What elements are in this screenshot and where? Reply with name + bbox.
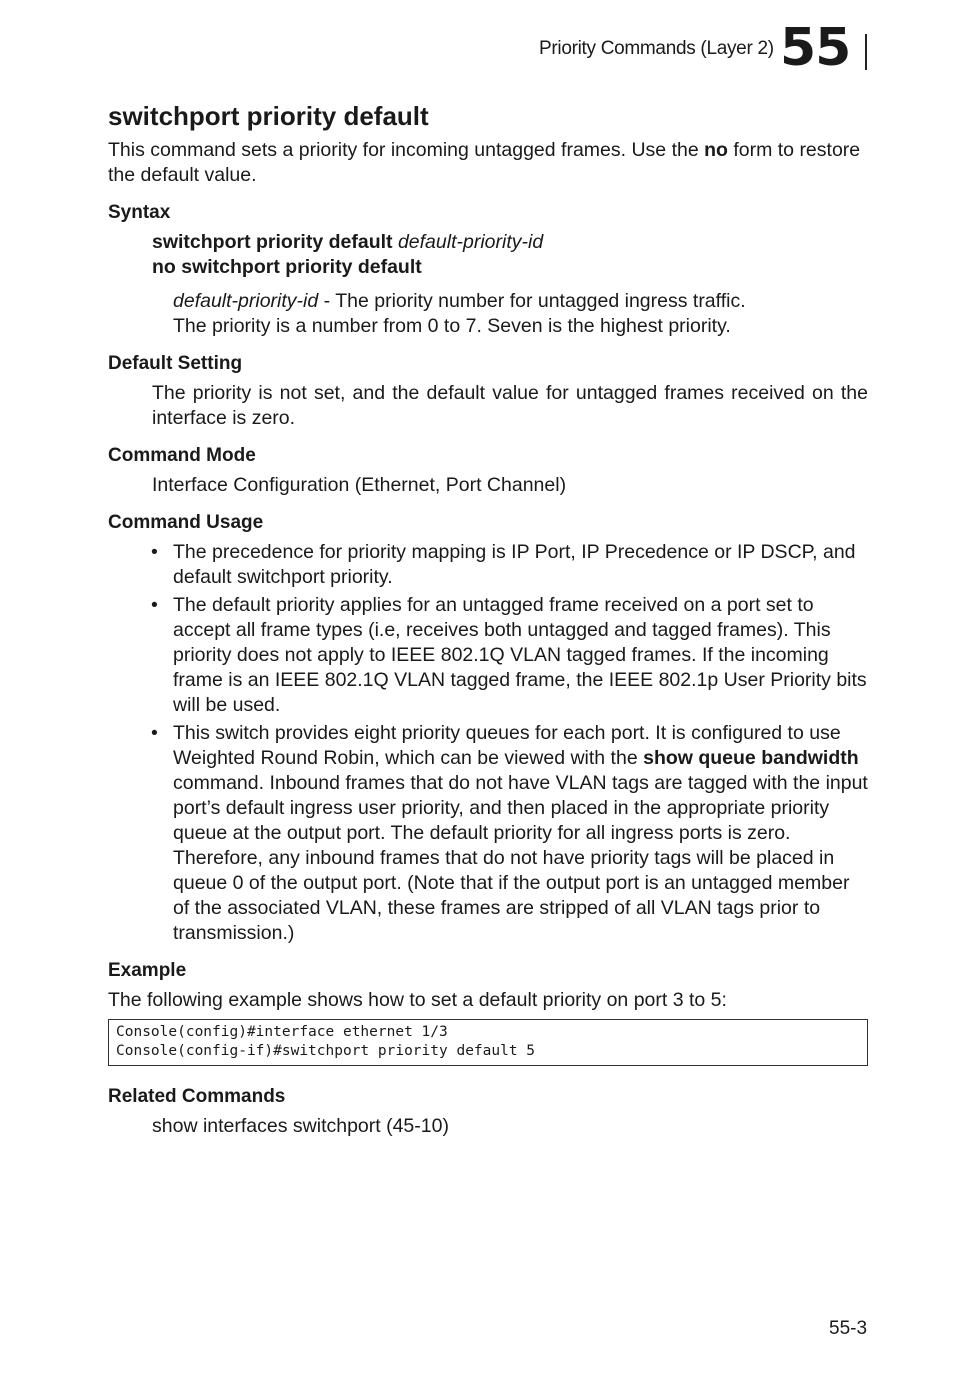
intro-paragraph: This command sets a priority for incoming untagged frames. Use the no form to restore the default value. [108, 139, 861, 186]
syntax-line-2: no switchport priority default [152, 256, 422, 278]
related-commands-text: show interfaces switchport (45-10) [152, 1115, 449, 1137]
code-line: Console(config)#interface ethernet 1/3 [116, 1024, 448, 1040]
running-header-title: Priority Commands (Layer 2) [539, 38, 774, 59]
chapter-number: 55 [780, 18, 851, 78]
default-setting-text: The priority is not set, and the default value for untagged frames received on the interface is zero. [152, 382, 868, 429]
command-mode-text: Interface Configuration (Ethernet, Port Channel) [152, 474, 567, 496]
command-mode-heading: Command Mode [108, 445, 256, 466]
code-example [108, 1019, 868, 1066]
list-item: • This switch provides eight priority queues for each port. It is configured to use Weighted Round Robin, which can be viewed with the show queue bandwidth command. Inbound frames that do not have VLAN tags are tagged with the input port’s default ingress user priority, and then placed in the appropriate priority queue at the output port. The default priority for all ingress ports is zero. Therefore, any inbound frames that do not have priority tags will be placed in queue 0 of the output port. (Note that if the output port is an untagged member of the associated VLAN, these frames are stripped of all VLAN tags prior to transmission.) [173, 721, 868, 946]
page-title: switchport priority default [108, 101, 429, 131]
syntax-line-1: switchport priority default default-priority-id [152, 231, 544, 253]
list-item: • The precedence for priority mapping is IP Port, IP Precedence or IP DSCP, and default switchport priority. [173, 540, 868, 590]
syntax-parameter: default-priority-id - The priority number for untagged ingress traffic. The priority is a number from 0 to 7. Seven is the highest priority. [173, 290, 746, 337]
command-usage-list [108, 540, 868, 946]
example-heading: Example [108, 960, 187, 981]
related-commands-heading: Related Commands [108, 1086, 286, 1107]
page-number: 55-3 [829, 1318, 868, 1339]
syntax-heading: Syntax [108, 202, 171, 223]
default-setting-heading: Default Setting [108, 353, 243, 374]
example-text: The following example shows how to set a default priority on port 3 to 5: [108, 989, 727, 1011]
command-usage-heading: Command Usage [108, 512, 264, 533]
list-item: • The default priority applies for an untagged frame received on a port set to accept all frame types (i.e, receives both untagged and tagged frames). This priority does not apply to IEEE 802.1Q VLAN tagged frames. If the incoming frame is an IEEE 802.1Q VLAN tagged frame, the IEEE 802.1p User Priority bits will be used. [173, 593, 868, 718]
code-line: Console(config-if)#switchport priority default 5 [116, 1043, 536, 1059]
page-content [108, 100, 868, 1139]
header-divider [865, 34, 867, 70]
